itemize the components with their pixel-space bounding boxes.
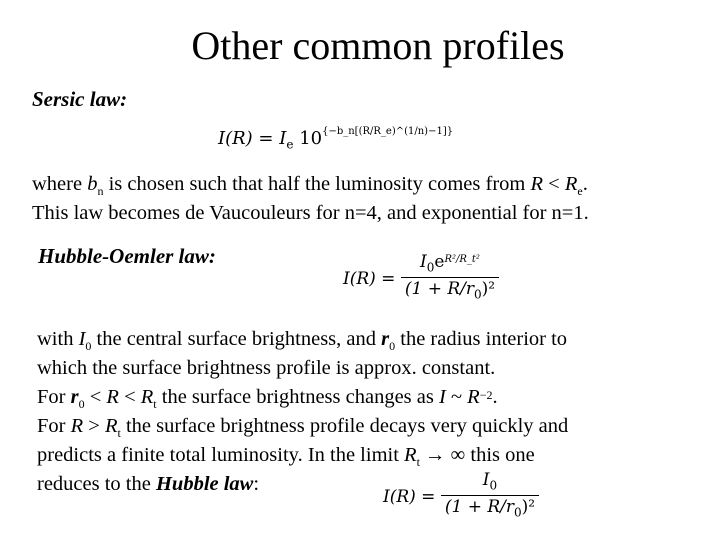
hubble-oemler-line-1: with $I_0$ the central surface brightness, and $r_0$ the radius interior to — [37, 328, 568, 354]
hubble-oemler-line-2: which the surface brightness profile is approx. constant. — [37, 357, 496, 379]
hubble-oemler-line-5: predicts a finite total luminosity. In the limit $R_t$ → ∞ this one — [37, 444, 535, 470]
hubble-oemler-line-6: reduces to the Hubble law: — [37, 473, 260, 495]
sersic-line-1: where $b_n$ is chosen such that half the luminosity comes from $R < R_e$. — [32, 173, 588, 199]
hubble-oemler-equation: I(R) = $\frac{I_0e^{R^2/R\_t^2}}{(1 + R/r_0)^2}$ — [343, 252, 499, 306]
sersic-heading: Sersic law: — [32, 87, 128, 111]
slide-title: Other common profiles — [191, 23, 565, 68]
hubble-oemler-heading: Hubble-Oemler law: — [38, 244, 216, 268]
sersic-line-2: This law becomes de Vaucouleurs for n=4, and exponential for n=1. — [32, 202, 589, 224]
sersic-equation: $I(R) = I_e$ $10^{\{-b\_n[(R/R\_e)\^{}(1/n)-1]\}}$ — [218, 126, 454, 152]
hubble-oemler-line-4: For $R > R_t$ the surface brightness profile decays very quickly and — [37, 415, 569, 441]
hubble-oemler-line-3: For $r_0 < R < R_t$ the surface brightness changes as I ~ $R^{-2}$. — [37, 386, 498, 412]
hubble-equation: I(R) = $\frac{I_0}{(1 + R/r_0)^2}$ — [383, 470, 539, 524]
